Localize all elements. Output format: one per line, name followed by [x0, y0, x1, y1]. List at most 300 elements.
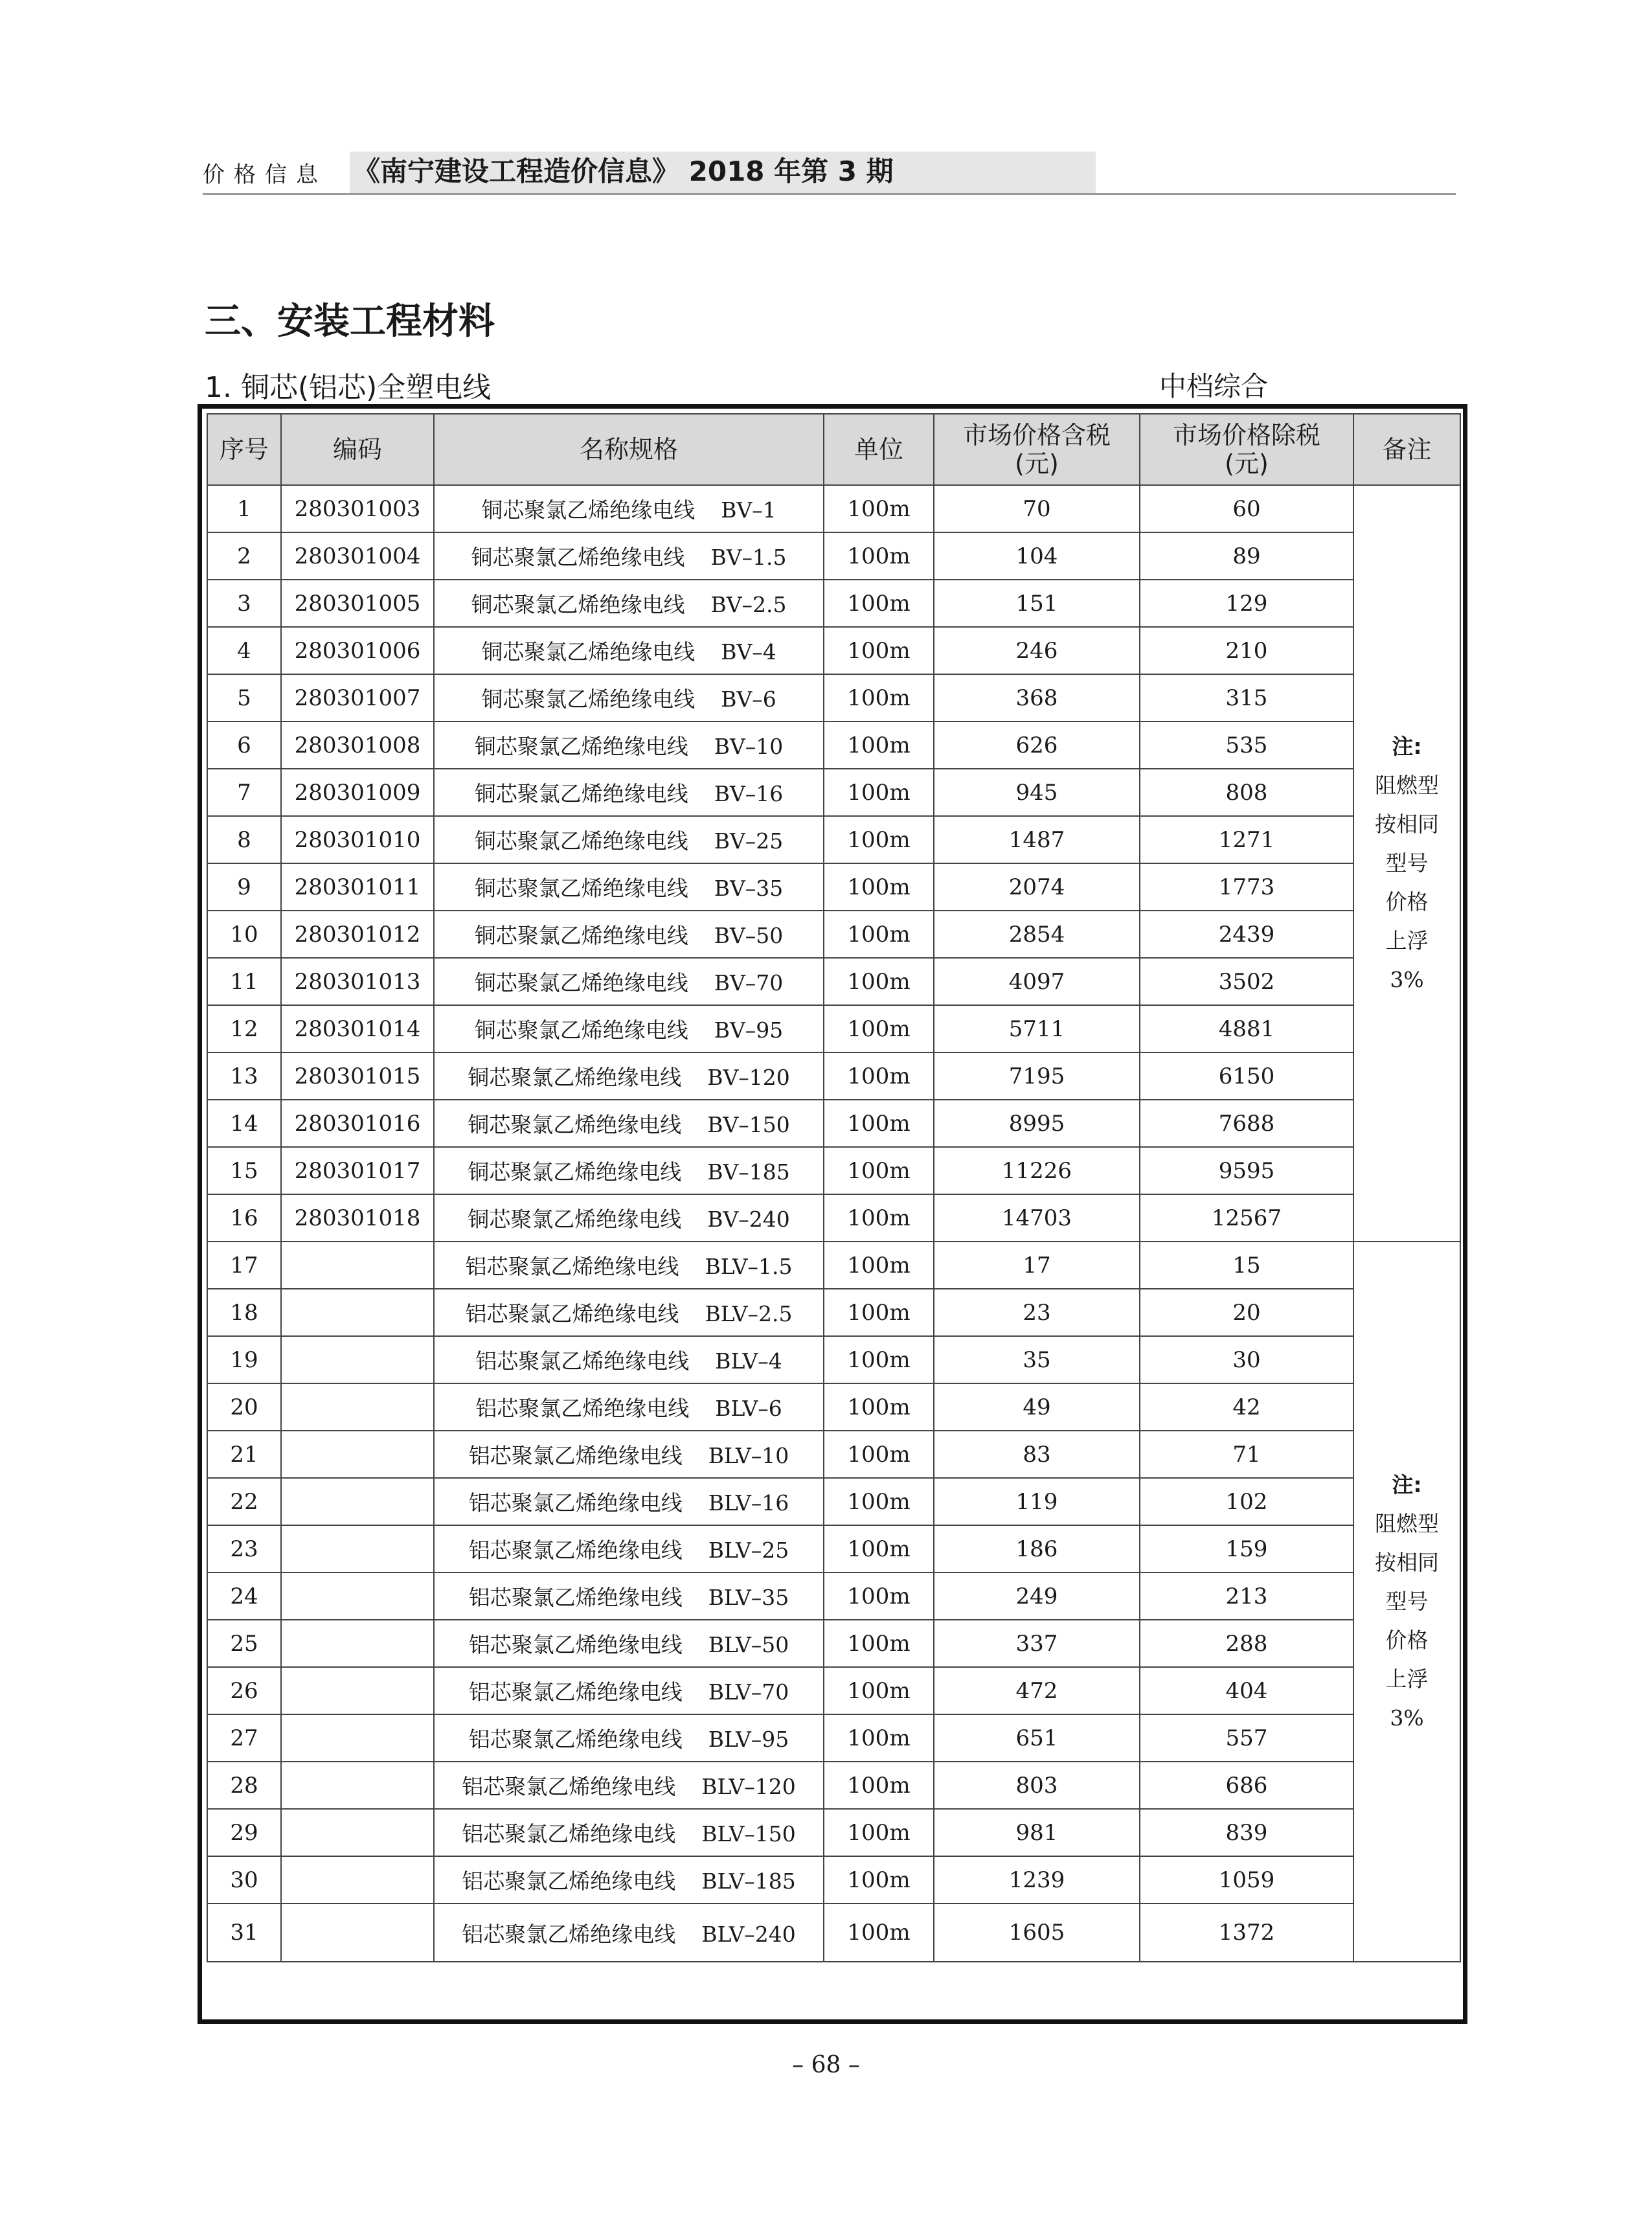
- item-spec: BV–95: [714, 1017, 784, 1043]
- unit-cell: 100m: [824, 1762, 934, 1809]
- col-header-text: 名称规格: [579, 435, 678, 464]
- item-code-cell: [281, 1289, 434, 1336]
- item-name-spec-cell: [434, 1383, 824, 1431]
- header-category: 价格信息: [203, 162, 327, 188]
- unit-cell: 100m: [824, 911, 934, 958]
- item-spec: BLV–1.5: [705, 1254, 793, 1279]
- table-row: [207, 1147, 1460, 1194]
- item-code-cell: 280301006: [281, 627, 434, 674]
- remark-line: 价格: [1385, 1628, 1429, 1653]
- price-excl-tax-cell: 557: [1140, 1714, 1353, 1762]
- price-incl-tax-cell: 2854: [934, 911, 1140, 958]
- price-table: [207, 413, 1461, 1962]
- price-excl-tax-cell: 12567: [1140, 1194, 1353, 1242]
- item-name-spec-cell: [434, 627, 824, 674]
- remark-title: 注:: [1392, 734, 1422, 759]
- unit-cell: 100m: [824, 816, 934, 863]
- item-code-cell: 280301009: [281, 769, 434, 816]
- item-name-spec-cell: [434, 532, 824, 580]
- item-name-spec-cell: [434, 1478, 824, 1525]
- item-name: 铜芯聚氯乙烯绝缘电线: [474, 923, 688, 948]
- row-number-cell: 10: [207, 911, 281, 958]
- unit-cell: 100m: [824, 1147, 934, 1194]
- remark-cell: [1353, 1242, 1460, 1962]
- item-spec: BV–35: [714, 876, 784, 901]
- item-code-cell: 280301018: [281, 1194, 434, 1242]
- item-spec: BLV–16: [708, 1490, 789, 1516]
- table-row: [207, 627, 1460, 674]
- price-incl-tax-cell: 49: [934, 1383, 1140, 1431]
- item-name: 铝芯聚氯乙烯绝缘电线: [462, 1821, 676, 1846]
- item-code-cell: 280301007: [281, 674, 434, 721]
- col-header-price-incl-tax: [934, 414, 1140, 485]
- item-code-cell: 280301005: [281, 580, 434, 627]
- price-grade-label: 中档综合: [1159, 370, 1269, 402]
- item-name: 铜芯聚氯乙烯绝缘电线: [474, 828, 688, 854]
- table-row: [207, 1478, 1460, 1525]
- price-excl-tax-cell: 60: [1140, 485, 1353, 532]
- remark-line: 型号: [1385, 1589, 1429, 1614]
- item-name-spec-cell: [434, 1620, 824, 1667]
- table-row: [207, 958, 1460, 1005]
- row-number-cell: 17: [207, 1242, 281, 1289]
- item-name: 铜芯聚氯乙烯绝缘电线: [474, 1017, 688, 1043]
- table-row: [207, 1667, 1460, 1714]
- item-name: 铝芯聚氯乙烯绝缘电线: [475, 1348, 690, 1374]
- col-header-name-spec: [434, 414, 824, 485]
- row-number-cell: 25: [207, 1620, 281, 1667]
- table-body: [207, 485, 1460, 1962]
- table-row: [207, 1100, 1460, 1147]
- item-name-spec-cell: [434, 1100, 824, 1147]
- item-spec: BLV–240: [701, 1921, 796, 1947]
- price-excl-tax-cell: 213: [1140, 1573, 1353, 1620]
- remark-line: 阻燃型: [1375, 1511, 1439, 1536]
- unit-cell: 100m: [824, 1573, 934, 1620]
- unit-cell: 100m: [824, 1525, 934, 1573]
- unit-cell: 100m: [824, 485, 934, 532]
- item-spec: BLV–150: [701, 1821, 796, 1846]
- item-code-cell: 280301008: [281, 721, 434, 769]
- item-spec: BV–1: [721, 497, 776, 523]
- price-incl-tax-cell: 119: [934, 1478, 1140, 1525]
- unit-cell: 100m: [824, 1714, 934, 1762]
- unit-cell: 100m: [824, 1100, 934, 1147]
- item-code-cell: [281, 1620, 434, 1667]
- table-row: [207, 1242, 1460, 1289]
- price-incl-tax-cell: 803: [934, 1762, 1140, 1809]
- unit-cell: 100m: [824, 1383, 934, 1431]
- table-row: [207, 816, 1460, 863]
- item-code-cell: 280301017: [281, 1147, 434, 1194]
- item-name-spec-cell: [434, 1856, 824, 1903]
- row-number-cell: 1: [207, 485, 281, 532]
- row-number-cell: 19: [207, 1336, 281, 1383]
- item-spec: BLV–70: [708, 1679, 789, 1705]
- price-excl-tax-cell: 1271: [1140, 816, 1353, 863]
- price-incl-tax-cell: 83: [934, 1431, 1140, 1478]
- row-number-cell: 20: [207, 1383, 281, 1431]
- item-name: 铜芯聚氯乙烯绝缘电线: [481, 687, 696, 712]
- item-name: 铝芯聚氯乙烯绝缘电线: [462, 1921, 676, 1947]
- remark-line: 按相同: [1375, 1550, 1439, 1575]
- item-name-spec-cell: [434, 769, 824, 816]
- price-excl-tax-cell: 1372: [1140, 1903, 1353, 1962]
- unit-cell: 100m: [824, 674, 934, 721]
- price-excl-tax-cell: 15: [1140, 1242, 1353, 1289]
- item-name-spec-cell: [434, 911, 824, 958]
- section-heading: 三、安装工程材料: [205, 301, 495, 343]
- table-row: [207, 911, 1460, 958]
- item-name-spec-cell: [434, 863, 824, 911]
- item-spec: BLV–10: [708, 1443, 789, 1468]
- unit-cell: 100m: [824, 1005, 934, 1052]
- item-name: 铜芯聚氯乙烯绝缘电线: [468, 1065, 682, 1090]
- item-name: 铝芯聚氯乙烯绝缘电线: [468, 1727, 683, 1752]
- item-name: 铜芯聚氯乙烯绝缘电线: [468, 1159, 682, 1185]
- item-name: 铜芯聚氯乙烯绝缘电线: [481, 497, 696, 523]
- row-number-cell: 18: [207, 1289, 281, 1336]
- item-spec: BV–120: [707, 1065, 790, 1090]
- price-incl-tax-cell: 1239: [934, 1856, 1140, 1903]
- price-incl-tax-cell: 23: [934, 1289, 1140, 1336]
- table-row: [207, 1336, 1460, 1383]
- item-name: 铜芯聚氯乙烯绝缘电线: [474, 970, 688, 995]
- item-code-cell: [281, 1667, 434, 1714]
- unit-cell: 100m: [824, 1856, 934, 1903]
- item-spec: BV–16: [714, 781, 784, 806]
- price-incl-tax-cell: 11226: [934, 1147, 1140, 1194]
- table-row: [207, 1052, 1460, 1100]
- header-rule: [203, 193, 1456, 195]
- unit-cell: 100m: [824, 532, 934, 580]
- row-number-cell: 24: [207, 1573, 281, 1620]
- item-code-cell: [281, 1809, 434, 1856]
- item-spec: BV–6: [721, 687, 776, 712]
- item-name-spec-cell: [434, 816, 824, 863]
- table-row: [207, 1809, 1460, 1856]
- col-header-text: 市场价格含税: [962, 421, 1111, 449]
- page-header: [203, 146, 1456, 194]
- price-incl-tax-cell: 5711: [934, 1005, 1140, 1052]
- col-header-text: 市场价格除税: [1172, 421, 1320, 449]
- item-code-cell: [281, 1525, 434, 1573]
- price-incl-tax-cell: 1487: [934, 816, 1140, 863]
- unit-cell: 100m: [824, 580, 934, 627]
- price-incl-tax-cell: 945: [934, 769, 1140, 816]
- price-excl-tax-cell: 71: [1140, 1431, 1353, 1478]
- table-row: [207, 1620, 1460, 1667]
- unit-cell: 100m: [824, 1478, 934, 1525]
- item-name: 铜芯聚氯乙烯绝缘电线: [468, 1207, 682, 1232]
- row-number-cell: 29: [207, 1809, 281, 1856]
- price-excl-tax-cell: 6150: [1140, 1052, 1353, 1100]
- table-caption: 1. 铜芯(铝芯)全塑电线: [205, 371, 492, 404]
- item-name: 铜芯聚氯乙烯绝缘电线: [471, 545, 685, 570]
- table-row: [207, 580, 1460, 627]
- col-header-code: [281, 414, 434, 485]
- table-row: [207, 1431, 1460, 1478]
- row-number-cell: 13: [207, 1052, 281, 1100]
- table-row: [207, 1289, 1460, 1336]
- item-name-spec-cell: [434, 1242, 824, 1289]
- price-incl-tax-cell: 2074: [934, 863, 1140, 911]
- item-code-cell: [281, 1242, 434, 1289]
- item-name: 铜芯聚氯乙烯绝缘电线: [481, 639, 696, 664]
- remark-line: 3%: [1390, 1705, 1424, 1731]
- remark-line: 型号: [1385, 850, 1429, 876]
- item-spec: BLV–35: [708, 1585, 789, 1610]
- row-number-cell: 27: [207, 1714, 281, 1762]
- remark-line: 上浮: [1385, 928, 1429, 953]
- remark-line: 价格: [1385, 889, 1429, 914]
- item-name: 铜芯聚氯乙烯绝缘电线: [471, 592, 685, 617]
- item-name: 铝芯聚氯乙烯绝缘电线: [468, 1490, 683, 1516]
- item-name: 铝芯聚氯乙烯绝缘电线: [468, 1632, 683, 1657]
- price-excl-tax-cell: 9595: [1140, 1147, 1353, 1194]
- row-number-cell: 12: [207, 1005, 281, 1052]
- unit-cell: 100m: [824, 1903, 934, 1962]
- price-excl-tax-cell: 20: [1140, 1289, 1353, 1336]
- item-spec: BLV–2.5: [705, 1301, 793, 1326]
- price-incl-tax-cell: 246: [934, 627, 1140, 674]
- table-row: [207, 863, 1460, 911]
- price-incl-tax-cell: 368: [934, 674, 1140, 721]
- row-number-cell: 23: [207, 1525, 281, 1573]
- item-code-cell: [281, 1573, 434, 1620]
- col-header-unit: [824, 414, 934, 485]
- unit-cell: 100m: [824, 1289, 934, 1336]
- table-row: [207, 1762, 1460, 1809]
- item-code-cell: 280301016: [281, 1100, 434, 1147]
- item-spec: BLV–50: [708, 1632, 789, 1657]
- unit-cell: 100m: [824, 1809, 934, 1856]
- price-incl-tax-cell: 249: [934, 1573, 1140, 1620]
- item-name: 铜芯聚氯乙烯绝缘电线: [474, 876, 688, 901]
- unit-cell: 100m: [824, 1194, 934, 1242]
- price-excl-tax-cell: 315: [1140, 674, 1353, 721]
- item-code-cell: [281, 1903, 434, 1962]
- item-code-cell: [281, 1762, 434, 1809]
- item-spec: BLV–120: [701, 1774, 796, 1799]
- item-name: 铝芯聚氯乙烯绝缘电线: [468, 1585, 683, 1610]
- item-name: 铝芯聚氯乙烯绝缘电线: [462, 1774, 676, 1799]
- row-number-cell: 31: [207, 1903, 281, 1962]
- table-row: [207, 1194, 1460, 1242]
- item-spec: BV–1.5: [710, 545, 787, 570]
- table-row: [207, 1903, 1460, 1962]
- price-excl-tax-cell: 535: [1140, 721, 1353, 769]
- item-code-cell: 280301004: [281, 532, 434, 580]
- item-code-cell: 280301012: [281, 911, 434, 958]
- col-header-price-excl-tax: [1140, 414, 1353, 485]
- item-name: 铝芯聚氯乙烯绝缘电线: [462, 1868, 676, 1894]
- item-name-spec-cell: [434, 1147, 824, 1194]
- remark-line: 按相同: [1375, 812, 1439, 837]
- price-incl-tax-cell: 186: [934, 1525, 1140, 1573]
- price-excl-tax-cell: 3502: [1140, 958, 1353, 1005]
- item-name-spec-cell: [434, 580, 824, 627]
- item-name-spec-cell: [434, 1336, 824, 1383]
- item-name: 铜芯聚氯乙烯绝缘电线: [474, 781, 688, 806]
- item-name-spec-cell: [434, 1809, 824, 1856]
- item-name-spec-cell: [434, 721, 824, 769]
- table-row: [207, 674, 1460, 721]
- price-excl-tax-cell: 1773: [1140, 863, 1353, 911]
- table-row: [207, 1573, 1460, 1620]
- item-name-spec-cell: [434, 1667, 824, 1714]
- price-excl-tax-cell: 89: [1140, 532, 1353, 580]
- item-name-spec-cell: [434, 1525, 824, 1573]
- item-spec: BV–10: [714, 734, 784, 759]
- price-incl-tax-cell: 1605: [934, 1903, 1140, 1962]
- price-excl-tax-cell: 7688: [1140, 1100, 1353, 1147]
- item-spec: BLV–95: [708, 1727, 789, 1752]
- remark-line: 阻燃型: [1375, 773, 1439, 798]
- row-number-cell: 15: [207, 1147, 281, 1194]
- item-name-spec-cell: [434, 1431, 824, 1478]
- table-row: [207, 485, 1460, 532]
- price-incl-tax-cell: 70: [934, 485, 1140, 532]
- price-incl-tax-cell: 17: [934, 1242, 1140, 1289]
- page-number: – 68 –: [792, 2052, 860, 2078]
- item-spec: BV–2.5: [710, 592, 787, 617]
- price-excl-tax-cell: 4881: [1140, 1005, 1353, 1052]
- item-name: 铜芯聚氯乙烯绝缘电线: [468, 1112, 682, 1137]
- col-header-text: (元): [1225, 449, 1269, 478]
- row-number-cell: 7: [207, 769, 281, 816]
- item-name-spec-cell: [434, 1714, 824, 1762]
- item-name: 铝芯聚氯乙烯绝缘电线: [468, 1679, 683, 1705]
- unit-cell: 100m: [824, 1620, 934, 1667]
- price-incl-tax-cell: 7195: [934, 1052, 1140, 1100]
- price-incl-tax-cell: 8995: [934, 1100, 1140, 1147]
- row-number-cell: 22: [207, 1478, 281, 1525]
- price-excl-tax-cell: 30: [1140, 1336, 1353, 1383]
- unit-cell: 100m: [824, 1242, 934, 1289]
- price-excl-tax-cell: 808: [1140, 769, 1353, 816]
- item-code-cell: 280301010: [281, 816, 434, 863]
- row-number-cell: 3: [207, 580, 281, 627]
- price-excl-tax-cell: 129: [1140, 580, 1353, 627]
- price-excl-tax-cell: 686: [1140, 1762, 1353, 1809]
- item-code-cell: [281, 1478, 434, 1525]
- col-header-remarks: [1353, 414, 1460, 485]
- price-incl-tax-cell: 626: [934, 721, 1140, 769]
- row-number-cell: 6: [207, 721, 281, 769]
- item-code-cell: [281, 1714, 434, 1762]
- item-name-spec-cell: [434, 674, 824, 721]
- col-header-text: 编码: [332, 435, 382, 464]
- item-code-cell: 280301003: [281, 485, 434, 532]
- item-name: 铝芯聚氯乙烯绝缘电线: [468, 1538, 683, 1563]
- table-row: [207, 532, 1460, 580]
- col-header-text: 单位: [854, 435, 903, 464]
- item-spec: BV–25: [714, 828, 784, 854]
- price-excl-tax-cell: 2439: [1140, 911, 1353, 958]
- row-number-cell: 8: [207, 816, 281, 863]
- row-number-cell: 11: [207, 958, 281, 1005]
- item-name-spec-cell: [434, 1194, 824, 1242]
- item-spec: BLV–6: [715, 1396, 782, 1421]
- item-name: 铝芯聚氯乙烯绝缘电线: [475, 1396, 690, 1421]
- item-spec: BLV–4: [715, 1348, 782, 1374]
- item-code-cell: [281, 1383, 434, 1431]
- item-spec: BV–185: [707, 1159, 790, 1185]
- item-code-cell: 280301015: [281, 1052, 434, 1100]
- price-incl-tax-cell: 4097: [934, 958, 1140, 1005]
- row-number-cell: 21: [207, 1431, 281, 1478]
- price-incl-tax-cell: 151: [934, 580, 1140, 627]
- price-excl-tax-cell: 1059: [1140, 1856, 1353, 1903]
- price-excl-tax-cell: 210: [1140, 627, 1353, 674]
- item-spec: BV–4: [721, 639, 776, 664]
- row-number-cell: 16: [207, 1194, 281, 1242]
- col-header-text: 序号: [219, 435, 269, 464]
- item-name-spec-cell: [434, 958, 824, 1005]
- row-number-cell: 14: [207, 1100, 281, 1147]
- unit-cell: 100m: [824, 627, 934, 674]
- price-incl-tax-cell: 104: [934, 532, 1140, 580]
- col-header-text: 备注: [1382, 435, 1432, 464]
- item-spec: BV–50: [714, 923, 784, 948]
- table-row: [207, 1525, 1460, 1573]
- row-number-cell: 26: [207, 1667, 281, 1714]
- price-excl-tax-cell: 288: [1140, 1620, 1353, 1667]
- price-incl-tax-cell: 14703: [934, 1194, 1140, 1242]
- row-number-cell: 5: [207, 674, 281, 721]
- price-incl-tax-cell: 337: [934, 1620, 1140, 1667]
- price-incl-tax-cell: 472: [934, 1667, 1140, 1714]
- item-code-cell: [281, 1431, 434, 1478]
- table-row: [207, 1383, 1460, 1431]
- item-name: 铝芯聚氯乙烯绝缘电线: [465, 1301, 679, 1326]
- item-name-spec-cell: [434, 1903, 824, 1962]
- price-excl-tax-cell: 102: [1140, 1478, 1353, 1525]
- unit-cell: 100m: [824, 1431, 934, 1478]
- table-row: [207, 1714, 1460, 1762]
- item-name: 铝芯聚氯乙烯绝缘电线: [465, 1254, 679, 1279]
- item-name-spec-cell: [434, 485, 824, 532]
- item-spec: BLV–185: [701, 1868, 796, 1894]
- row-number-cell: 9: [207, 863, 281, 911]
- header-title: 《南宁建设工程造价信息》 2018 年第 3 期: [353, 155, 894, 187]
- col-header-no: [207, 414, 281, 485]
- table-row: [207, 1005, 1460, 1052]
- price-incl-tax-cell: 35: [934, 1336, 1140, 1383]
- item-name-spec-cell: [434, 1289, 824, 1336]
- unit-cell: 100m: [824, 1052, 934, 1100]
- table-row: [207, 769, 1460, 816]
- item-code-cell: 280301014: [281, 1005, 434, 1052]
- item-name-spec-cell: [434, 1052, 824, 1100]
- item-spec: BLV–25: [708, 1538, 789, 1563]
- item-spec: BV–240: [707, 1207, 790, 1232]
- price-excl-tax-cell: 404: [1140, 1667, 1353, 1714]
- item-name-spec-cell: [434, 1762, 824, 1809]
- price-incl-tax-cell: 651: [934, 1714, 1140, 1762]
- remark-line: 上浮: [1385, 1666, 1429, 1692]
- unit-cell: 100m: [824, 958, 934, 1005]
- remark-cell: [1353, 485, 1460, 1242]
- unit-cell: 100m: [824, 1336, 934, 1383]
- remark-title: 注:: [1392, 1472, 1422, 1497]
- row-number-cell: 2: [207, 532, 281, 580]
- row-number-cell: 30: [207, 1856, 281, 1903]
- table-header-row: [207, 414, 1460, 485]
- table-row: [207, 721, 1460, 769]
- table-row: [207, 1856, 1460, 1903]
